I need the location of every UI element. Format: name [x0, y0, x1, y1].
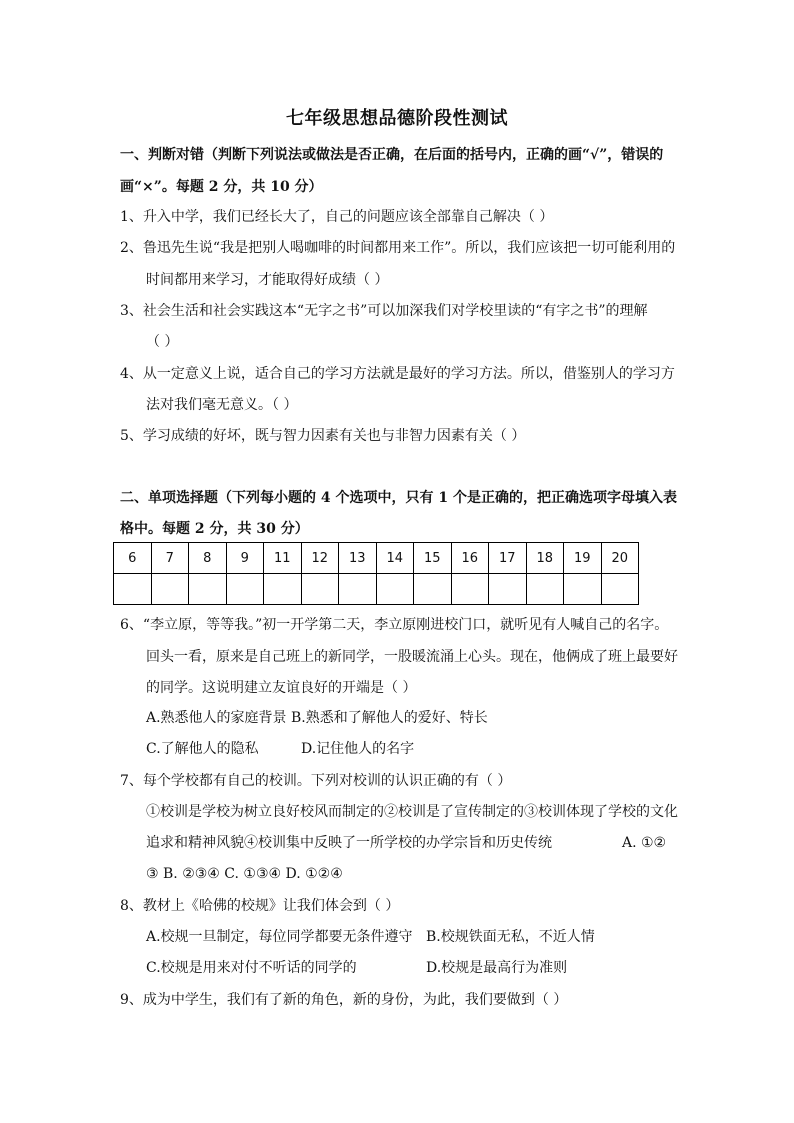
answer-blank-cell — [301, 574, 339, 605]
page-title: 七年级思想品德阶段性测试 — [286, 108, 508, 129]
question-6-line1: 6、“李立原，等等我。”初一开学第二天，李立原刚进校门口，就听见有人喊自己的名字。 — [120, 617, 669, 633]
question-8-option-d: D.校规是最高行为准则 — [426, 960, 568, 976]
answer-blank-cell — [376, 574, 414, 605]
answer-blank-cell — [226, 574, 264, 605]
question-7-line3: 追求和精神风貌④校训集中反映了一所学校的办学宗旨和历史传统 — [146, 835, 552, 851]
answer-number-cell: 12 — [301, 543, 339, 574]
question-7-line4: ③ B. ②③④ C. ①③④ D. ①②④ — [146, 866, 343, 882]
answer-number-cell: 13 — [339, 543, 377, 574]
answer-number-cell: 20 — [601, 543, 639, 574]
question-7-line2: ①校训是学校为树立良好校风而制定的②校训是了宣传制定的③校训体现了学校的文化 — [146, 804, 678, 820]
answer-blank-cell — [264, 574, 302, 605]
section2-heading-line2: 格中。每题 2 分，共 30 分） — [120, 521, 309, 537]
question-6-line2: 回头一看，原来是自己班上的新同学，一股暖流涌上心头。现在，他俩成了班上最要好 — [146, 649, 678, 665]
question-6-option-c: C.了解他人的隐私 — [146, 741, 259, 757]
answer-number-cell: 8 — [189, 543, 227, 574]
answer-blank-cell — [189, 574, 227, 605]
answer-blank-cell — [489, 574, 527, 605]
answer-blank-cell — [451, 574, 489, 605]
question-2-line1: 2、鲁迅先生说“我是把别人喝咖啡的时间都用来工作”。所以，我们应该把一切可能利用的 — [120, 240, 676, 256]
question-2-line2: 时间都用来学习，才能取得好成绩（ ） — [146, 272, 389, 288]
section1-heading-line1: 一、判断对错（判断下列说法或做法是否正确，在后面的括号内，正确的画“√”，错误的 — [120, 147, 664, 163]
answer-blank-cell — [526, 574, 564, 605]
answer-table-number-row — [114, 543, 639, 574]
question-5: 5、学习成绩的好坏，既与智力因素有关也与非智力因素有关（ ） — [120, 428, 526, 444]
section1-heading-line2: 画“×”。每题 2 分，共 10 分） — [120, 179, 323, 195]
answer-number-cell: 19 — [564, 543, 602, 574]
answer-blank-cell — [114, 574, 152, 605]
answer-blank-cell — [601, 574, 639, 605]
question-6-options-ab: A.熟悉他人的家庭背景 B.熟悉和了解他人的爱好、特长 — [146, 710, 488, 726]
question-4-line1: 4、从一定意义上说，适合自己的学习方法就是最好的学习方法。所以，借鉴别人的学习方 — [120, 366, 675, 382]
answer-number-cell: 7 — [151, 543, 189, 574]
answer-blank-cell — [151, 574, 189, 605]
answer-table-blank-row — [114, 574, 639, 605]
question-8-line1: 8、教材上《哈佛的校规》让我们体会到（ ） — [120, 898, 400, 914]
answer-number-cell: 11 — [264, 543, 302, 574]
question-8-option-c: C.校规是用来对付不听话的同学的 — [146, 960, 357, 976]
question-6-line3: 的同学。这说明建立友谊良好的开端是（ ） — [146, 680, 417, 696]
answer-table — [113, 542, 639, 605]
answer-number-cell: 16 — [451, 543, 489, 574]
question-1: 1、升入中学，我们已经长大了，自己的问题应该全部靠自己解决（ ） — [120, 209, 554, 225]
answer-number-cell: 15 — [414, 543, 452, 574]
question-8-option-a: A.校规一旦制定，每位同学都要无条件遵守 — [146, 929, 413, 945]
answer-number-cell: 14 — [376, 543, 414, 574]
question-7-option-a: A. ①② — [622, 835, 667, 851]
section2-heading-line1: 二、单项选择题（下列每小题的 4 个选项中，只有 1 个是正确的，把正确选项字母填入表 — [120, 490, 677, 506]
question-9-line1: 9、成为中学生，我们有了新的角色，新的身份，为此，我们要做到（ ） — [120, 992, 568, 1008]
question-4-line2: 法对我们毫无意义。（ ） — [146, 397, 298, 413]
answer-number-cell: 6 — [114, 543, 152, 574]
answer-blank-cell — [414, 574, 452, 605]
question-7-line1: 7、每个学校都有自己的校训。下列对校训的认识正确的有（ ） — [120, 773, 512, 789]
question-3-line1: 3、社会生活和社会实践这本“无字之书”可以加深我们对学校里读的“有字之书”的理解 — [120, 303, 648, 319]
answer-blank-cell — [564, 574, 602, 605]
question-8-option-b: B.校规铁面无私，不近人情 — [426, 929, 595, 945]
answer-blank-cell — [339, 574, 377, 605]
answer-number-cell: 17 — [489, 543, 527, 574]
answer-number-cell: 9 — [226, 543, 264, 574]
question-6-option-d: D.记住他人的名字 — [301, 741, 415, 757]
question-3-line2: （ ） — [146, 334, 179, 350]
answer-number-cell: 18 — [526, 543, 564, 574]
